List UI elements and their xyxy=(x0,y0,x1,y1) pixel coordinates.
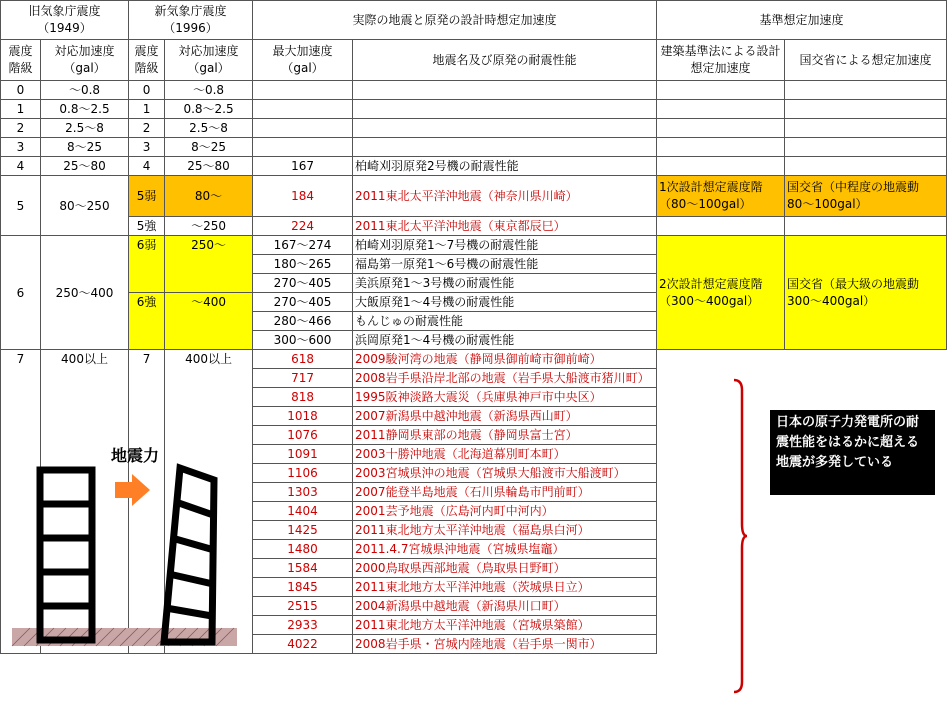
max-accel: 1091 xyxy=(253,445,353,464)
max-accel: 167～274 xyxy=(253,236,353,255)
new-accel: 2.5～8 xyxy=(165,119,253,138)
table-row xyxy=(1,119,947,138)
old-intensity: 2 xyxy=(1,119,41,138)
empty-cell xyxy=(657,100,785,119)
max-accel: 1106 xyxy=(253,464,353,483)
quake-name: 2004新潟県中越地震（新潟県川口町） xyxy=(353,597,657,616)
header-row-1 xyxy=(1,1,947,40)
quake-name-header: 地震名及び原発の耐震性能 xyxy=(353,40,657,81)
max-accel: 2933 xyxy=(253,616,353,635)
new-intensity: 2 xyxy=(129,119,165,138)
old-accel: 0.8～2.5 xyxy=(41,100,129,119)
standard-header: 基準想定加速度 xyxy=(657,1,947,40)
new-accel: 250～ xyxy=(165,236,253,293)
new-accel-header: 対応加速度（gal） xyxy=(165,40,253,81)
empty-cell xyxy=(785,81,947,100)
old-accel: 8～25 xyxy=(41,138,129,157)
empty-cell xyxy=(253,138,353,157)
new-intensity: 7 xyxy=(129,350,165,654)
max-accel: 270～405 xyxy=(253,274,353,293)
callout-box: 日本の原子力発電所の耐震性能をはるかに超える地震が多発している xyxy=(770,410,935,495)
new-accel: 25～80 xyxy=(165,157,253,176)
empty-cell xyxy=(253,119,353,138)
max-accel: 1584 xyxy=(253,559,353,578)
max-accel: 180～265 xyxy=(253,255,353,274)
empty-cell xyxy=(353,119,657,138)
mlit-header: 国交省による想定加速度 xyxy=(785,40,947,81)
max-accel: 1303 xyxy=(253,483,353,502)
max-accel: 818 xyxy=(253,388,353,407)
quake-name: 2001芸予地震（広島河内町中河内） xyxy=(353,502,657,521)
table-row xyxy=(1,81,947,100)
max-accel: 300～600 xyxy=(253,331,353,350)
quake-name: 2003十勝沖地震（北海道幕別町本町） xyxy=(353,445,657,464)
old-intensity: 1 xyxy=(1,100,41,119)
force-label: 地震力 xyxy=(111,446,160,465)
quake-name: 柏崎刈羽原発2号機の耐震性能 xyxy=(353,157,657,176)
old-scale-header: 旧気象庁震度 （1949） xyxy=(1,1,129,40)
max-accel: 2515 xyxy=(253,597,353,616)
quake-name: 2009駿河湾の地震（静岡県御前崎市御前崎） xyxy=(353,350,657,369)
max-accel: 717 xyxy=(253,369,353,388)
table-row xyxy=(1,350,947,369)
empty-cell xyxy=(785,138,947,157)
building-illustration xyxy=(0,380,250,695)
quake-name: 2007能登半島地震（石川県輪島市門前町） xyxy=(353,483,657,502)
building-code-value: 2次設計想定震度階（300～400gal） xyxy=(657,236,785,350)
empty-cell xyxy=(353,100,657,119)
quake-name: 美浜原発1～3号機の耐震性能 xyxy=(353,274,657,293)
quake-name: 大飯原発1～4号機の耐震性能 xyxy=(353,293,657,312)
new-intensity: 3 xyxy=(129,138,165,157)
empty-cell xyxy=(657,217,785,236)
new-intensity: 6強 xyxy=(129,293,165,350)
header-row-2 xyxy=(1,40,947,81)
old-intensity: 4 xyxy=(1,157,41,176)
empty-cell xyxy=(657,138,785,157)
old-accel: ～0.8 xyxy=(41,81,129,100)
red-brace-icon xyxy=(732,378,748,694)
building-code-value: 1次設計想定震度階（80～100gal） xyxy=(657,176,785,217)
quake-name: 福島第一原発1～6号機の耐震性能 xyxy=(353,255,657,274)
quake-name: 浜岡原発1～4号機の耐震性能 xyxy=(353,331,657,350)
empty-cell xyxy=(253,100,353,119)
table-row xyxy=(1,236,947,255)
quake-name: 2008岩手県沿岸北部の地震（岩手県大船渡市猪川町） xyxy=(353,369,657,388)
quake-name: 2011東北地方太平洋沖地震（宮城県築館） xyxy=(353,616,657,635)
quake-name: 2011東北地方太平洋沖地震（福島県白河） xyxy=(353,521,657,540)
new-accel: ～250 xyxy=(165,217,253,236)
empty-cell xyxy=(785,100,947,119)
new-intensity: 5強 xyxy=(129,217,165,236)
table-row xyxy=(1,176,947,217)
upright-building-icon xyxy=(40,470,92,640)
old-intensity: 5 xyxy=(1,176,41,236)
quake-name: 2011東北太平洋沖地震（神奈川県川崎） xyxy=(353,176,657,217)
new-intensity: 5弱 xyxy=(129,176,165,217)
old-intensity: 6 xyxy=(1,236,41,350)
table-row xyxy=(1,100,947,119)
new-intensity: 1 xyxy=(129,100,165,119)
max-accel: 224 xyxy=(253,217,353,236)
old-intensity: 0 xyxy=(1,81,41,100)
actual-header: 実際の地震と原発の設計時想定加速度 xyxy=(253,1,657,40)
empty-cell xyxy=(785,119,947,138)
quake-name: 1995阪神淡路大震災（兵庫県神戸市中央区） xyxy=(353,388,657,407)
empty-cell xyxy=(353,138,657,157)
empty-cell xyxy=(657,157,785,176)
new-accel: 80～ xyxy=(165,176,253,217)
old-intensity-header: 震度階級 xyxy=(1,40,41,81)
quake-name: もんじゅの耐震性能 xyxy=(353,312,657,331)
new-intensity: 0 xyxy=(129,81,165,100)
new-intensity: 4 xyxy=(129,157,165,176)
quake-name: 2000鳥取県西部地震（鳥取県日野町） xyxy=(353,559,657,578)
quake-name: 2011東北地方太平洋沖地震（茨城県日立） xyxy=(353,578,657,597)
max-accel: 167 xyxy=(253,157,353,176)
new-accel: ～400 xyxy=(165,293,253,350)
new-accel: 400以上 xyxy=(165,350,253,654)
table-row xyxy=(1,138,947,157)
quake-name: 2007新潟県中越沖地震（新潟県西山町） xyxy=(353,407,657,426)
max-accel: 270～405 xyxy=(253,293,353,312)
old-accel-header: 対応加速度（gal） xyxy=(41,40,129,81)
max-accel: 4022 xyxy=(253,635,353,654)
quake-name: 2011東北太平洋沖地震（東京都辰巳） xyxy=(353,217,657,236)
new-intensity: 6弱 xyxy=(129,236,165,293)
max-accel: 1480 xyxy=(253,540,353,559)
empty-cell xyxy=(353,81,657,100)
max-accel: 1425 xyxy=(253,521,353,540)
max-accel: 280～466 xyxy=(253,312,353,331)
max-accel: 1404 xyxy=(253,502,353,521)
building-code-header: 建築基準法による設計想定加速度 xyxy=(657,40,785,81)
quake-name: 2008岩手県・宮城内陸地震（岩手県一関市） xyxy=(353,635,657,654)
old-intensity: 3 xyxy=(1,138,41,157)
empty-cell xyxy=(785,217,947,236)
empty-cell xyxy=(657,81,785,100)
max-accel: 618 xyxy=(253,350,353,369)
new-intensity-header: 震度階級 xyxy=(129,40,165,81)
table-row xyxy=(1,157,947,176)
tilted-building-icon xyxy=(164,468,216,642)
quake-name: 柏崎刈羽原発1～7号機の耐震性能 xyxy=(353,236,657,255)
quake-name: 2011.4.7宮城県沖地震（宮城県塩竈） xyxy=(353,540,657,559)
arrow-right-icon xyxy=(115,474,150,506)
max-accel: 184 xyxy=(253,176,353,217)
new-accel: 0.8～2.5 xyxy=(165,100,253,119)
blank-area xyxy=(657,350,947,654)
max-accel: 1845 xyxy=(253,578,353,597)
empty-cell xyxy=(657,119,785,138)
quake-name: 2011静岡県東部の地震（静岡県富士宮） xyxy=(353,426,657,445)
mlit-value: 国交省（最大級の地震動 300～400gal） xyxy=(785,236,947,350)
new-accel: 8～25 xyxy=(165,138,253,157)
new-accel: ～0.8 xyxy=(165,81,253,100)
old-accel: 80～250 xyxy=(41,176,129,236)
empty-cell xyxy=(785,157,947,176)
old-intensity: 7 xyxy=(1,350,41,654)
empty-cell xyxy=(253,81,353,100)
old-accel: 400以上 xyxy=(41,350,129,654)
max-accel: 1018 xyxy=(253,407,353,426)
max-accel: 1076 xyxy=(253,426,353,445)
old-accel: 250～400 xyxy=(41,236,129,350)
old-accel: 25～80 xyxy=(41,157,129,176)
max-accel-header: 最大加速度（gal） xyxy=(253,40,353,81)
mlit-value: 国交省（中程度の地震動 80～100gal） xyxy=(785,176,947,217)
old-accel: 2.5～8 xyxy=(41,119,129,138)
table-row xyxy=(1,217,947,236)
new-scale-header: 新気象庁震度 （1996） xyxy=(129,1,253,40)
quake-name: 2003宮城県沖の地震（宮城県大船渡市大船渡町） xyxy=(353,464,657,483)
